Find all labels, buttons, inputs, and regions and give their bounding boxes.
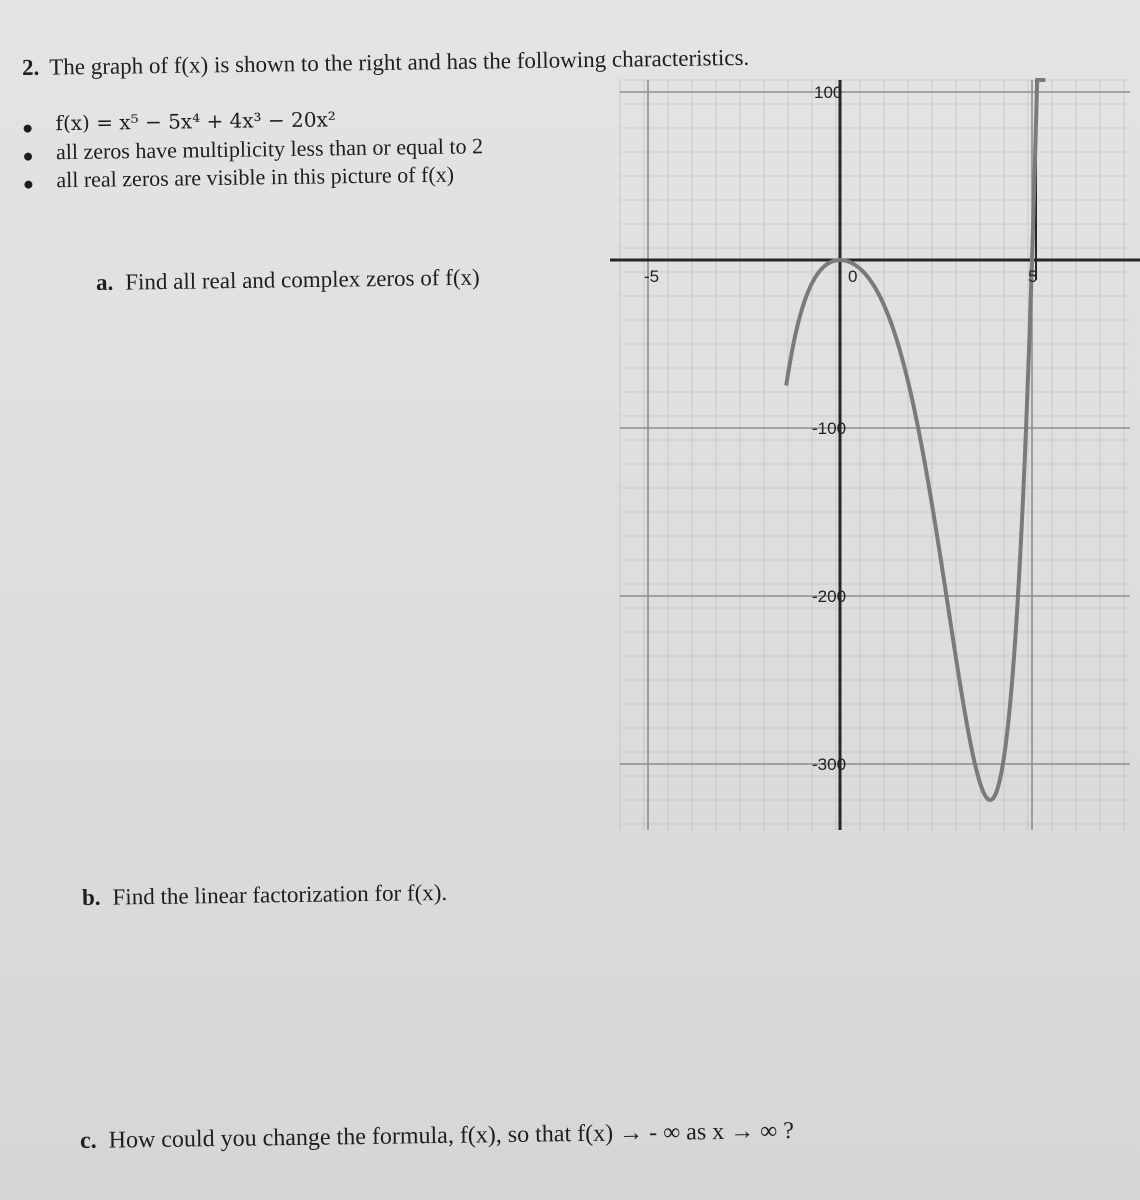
y-tick-label: 100 bbox=[814, 83, 843, 102]
part-b-text: Find the linear factorization for f(x). bbox=[112, 879, 448, 910]
zeros-visible-condition: all real zeros are visible in this picture of f(x) bbox=[56, 161, 455, 193]
y-tick-label: -300 bbox=[812, 755, 847, 774]
graph-grid bbox=[620, 80, 1130, 830]
bullet-icon bbox=[24, 153, 32, 161]
characteristics-list bbox=[0, 103, 621, 196]
part-a-letter: a. bbox=[95, 269, 114, 295]
part-b-letter: b. bbox=[81, 884, 101, 910]
part-a bbox=[96, 265, 480, 296]
question-text: The graph of f(x) is shown to the right and has the following characteristics. bbox=[49, 44, 750, 80]
part-c-text: How could you change the formula, f(x), so that f(x) → - ∞ as x → ∞ ? bbox=[108, 1118, 795, 1154]
bullet-icon bbox=[24, 181, 32, 189]
y-tick-label: -100 bbox=[812, 419, 847, 438]
multiplicity-condition: all zeros have multiplicity less than or equal to 2 bbox=[55, 133, 484, 165]
bullet-icon bbox=[24, 125, 32, 133]
question-number: 2. bbox=[21, 54, 40, 80]
graph-axes bbox=[610, 80, 1140, 830]
part-c-letter: c. bbox=[79, 1127, 97, 1154]
x-tick-label: -5 bbox=[644, 267, 660, 286]
part-b bbox=[82, 880, 448, 911]
part-a-text: Find all real and complex zeros of f(x) bbox=[125, 264, 480, 295]
function-formula: f(x) = x⁵ − 5x⁴ + 4x³ − 20x² bbox=[55, 107, 336, 136]
polynomial-graph bbox=[590, 70, 1140, 850]
y-tick-label: -200 bbox=[812, 587, 847, 606]
x-tick-label: 5 bbox=[1028, 267, 1038, 286]
x-tick-label: 0 bbox=[848, 267, 858, 286]
